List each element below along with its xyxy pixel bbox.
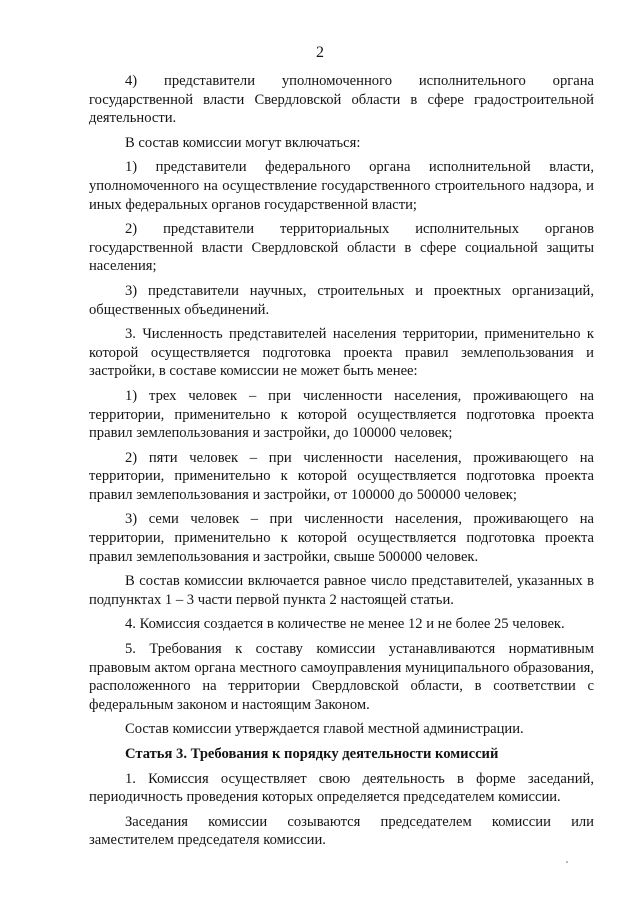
paragraph-point-3-population: 3. Численность представителей населения территории, применительно к которой осуществляется подготовка проекта правил землепользования и застройки, в составе комиссии не может быть менее: <box>89 326 594 380</box>
paragraph-seven-persons: 3) семи человек – при численности населения, проживающего на территории, применительно к которой осуществляется подготовка проекта правил землепользования и застройки, свыше 500000 человек. <box>89 511 594 565</box>
paragraph-point-5-requirements: 5. Требования к составу комиссии устанавливаются нормативным правовым актом органа местного самоуправления муниципального образования, расположенного на территории Свердловской области, в соответствии с федеральным законом и настоящим Законом. <box>89 641 594 713</box>
paragraph-equal-number: В состав комиссии включается равное число представителей, указанных в подпунктах 1 – 3 части первой пункта 2 настоящей статьи. <box>89 573 594 608</box>
paragraph-three-persons: 1) трех человек – при численности населения, проживающего на территории, применительно к которой осуществляется подготовка проекта правил землепользования и застройки, до 100000 человек; <box>89 387 594 442</box>
scan-speck <box>566 861 568 863</box>
paragraph-article-3-meetings: Заседания комиссии созываются председателем комиссии или заместителем председателя комиссии. <box>89 813 594 849</box>
paragraph-approval: Состав комиссии утверждается главой местной администрации. <box>125 721 524 738</box>
paragraph-may-include: В состав комиссии могут включаться: <box>125 134 361 151</box>
paragraph-item-4-representatives: 4) представители уполномоченного исполнительного органа государственной власти Свердловской области в сфере градостроительной деятельности. <box>89 73 594 127</box>
paragraph-point-4-size: 4. Комиссия создается в количестве не менее 12 и не более 25 человек. <box>125 616 565 633</box>
paragraph-article-3-point-1: 1. Комиссия осуществляет свою деятельность в форме заседаний, периодичность проведения которых определяется председателем комиссии. <box>89 770 594 806</box>
paragraph-five-persons: 2) пяти человек – при численности населения, проживающего на территории, применительно к которой осуществляется подготовка проекта правил землепользования и застройки, от 100000 до 500000 человек; <box>89 449 594 503</box>
document-body <box>89 72 594 856</box>
paragraph-federal-representatives: 1) представители федерального органа исполнительной власти, уполномоченного на осуществление государственного строительного надзора, и иных федеральных органов государственной власти; <box>89 159 594 213</box>
paragraph-territorial-representatives: 2) представители территориальных исполнительных органов государственной власти Свердловской области в сфере социальной защиты населения; <box>89 221 594 275</box>
paragraph-scientific-representatives: 3) представители научных, строительных и проектных организаций, общественных объединений. <box>89 282 594 318</box>
page-number: 2 <box>316 44 324 61</box>
article-3-heading: Статья 3. Требования к порядку деятельности комиссий <box>125 746 499 762</box>
